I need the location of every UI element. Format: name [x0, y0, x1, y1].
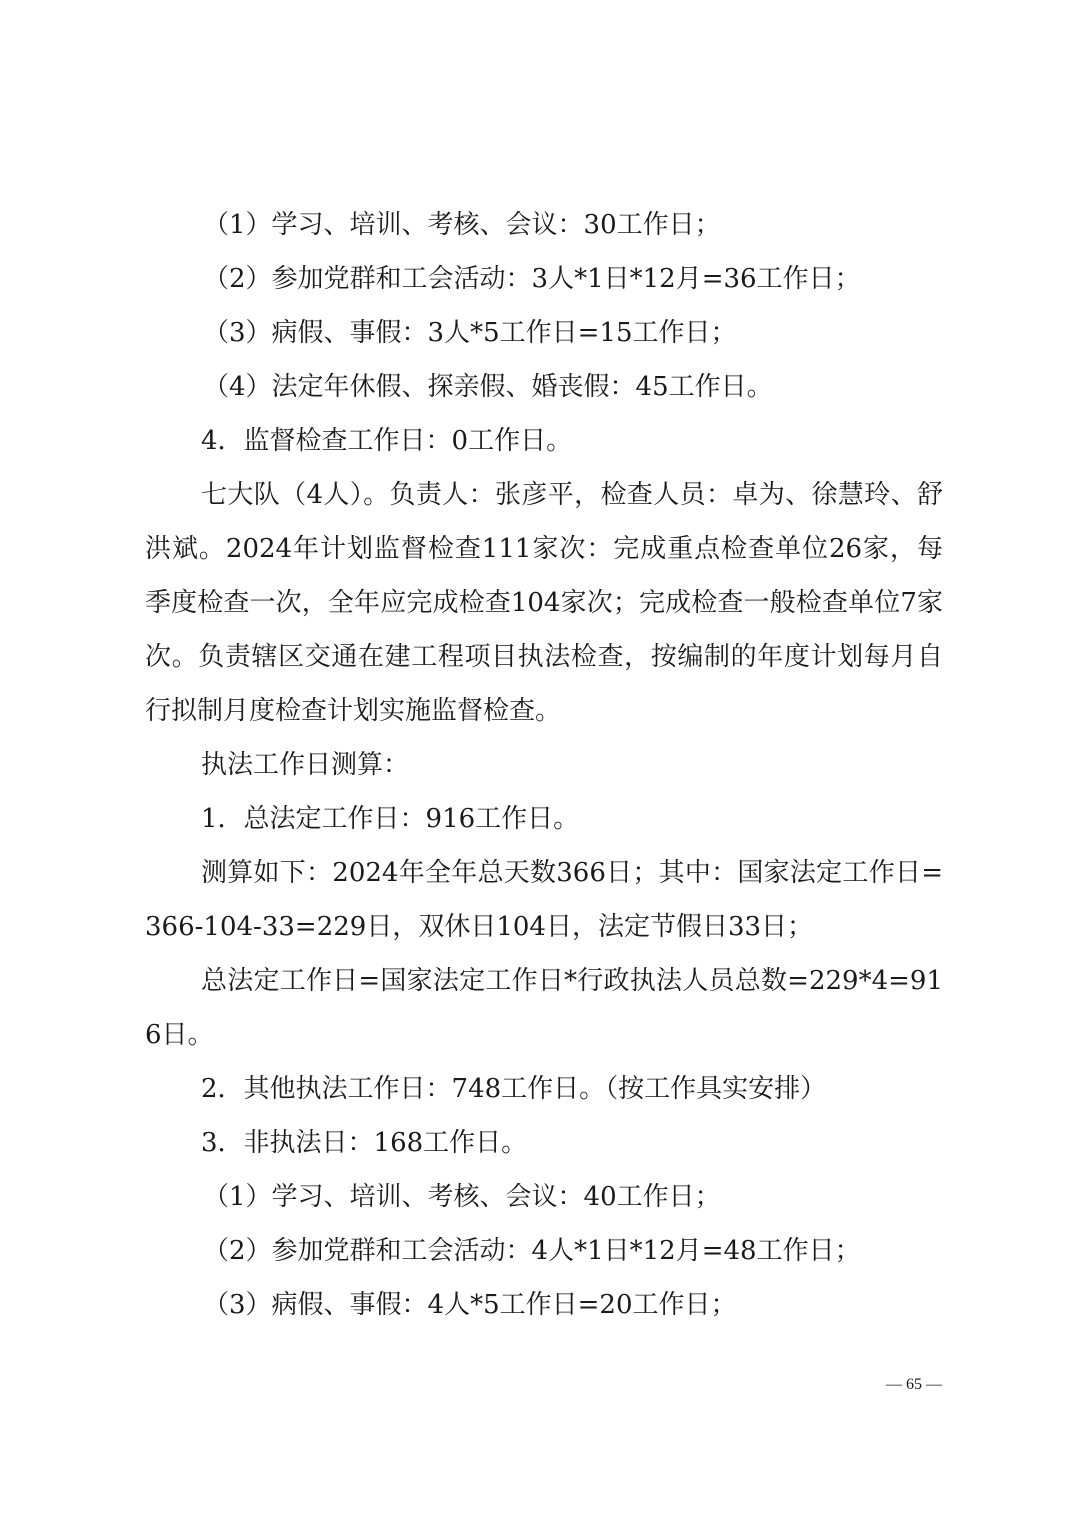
paragraph-calc-details: 测算如下：2024年全年总天数366日；其中：国家法定工作日=366-104-33=229日，双休日104日，法定节假日33日； — [145, 858, 943, 942]
paragraph-item-2-party-activities: （2）参加党群和工会活动：3人*1日*12月=36工作日； — [203, 264, 861, 294]
paragraph-item-2b-party-activities: （2）参加党群和工会活动：4人*1日*12月=48工作日； — [203, 1236, 861, 1266]
paragraph-total-statutory-workdays: 1．总法定工作日：916工作日。 — [201, 804, 580, 834]
paragraph-seventh-brigade: 七大队（4人）。负责人：张彦平，检查人员：卓为、徐慧玲、舒洪斌。2024年计划监督检查111家次：完成重点检查单位26家，每季度检查一次，全年应完成检查104家次；完成检查一般检查单位7家次。负责辖区交通在建工程项目执法检查，按编制的年度计划每月自行拟制月度检查计划实施监督检查。 — [145, 480, 943, 726]
document-body — [145, 198, 943, 1332]
paragraph-item-4-statutory-leave: （4）法定年休假、探亲假、婚丧假：45工作日。 — [203, 372, 773, 402]
paragraph-item-1b-study-training: （1）学习、培训、考核、会议：40工作日； — [203, 1182, 721, 1212]
paragraph-other-enforcement-workdays: 2．其他执法工作日：748工作日。（按工作具实安排） — [201, 1074, 827, 1104]
paragraph-non-enforcement-days: 3．非执法日：168工作日。 — [201, 1128, 528, 1158]
paragraph-item-1-study-training: （1）学习、培训、考核、会议：30工作日； — [203, 210, 721, 240]
page-number: — 65 — — [886, 1376, 942, 1393]
paragraph-supervision-workdays: 4．监督检查工作日：0工作日。 — [201, 426, 573, 456]
paragraph-item-3b-sick-leave: （3）病假、事假：4人*5工作日=20工作日； — [203, 1290, 737, 1320]
paragraph-item-3-sick-leave: （3）病假、事假：3人*5工作日=15工作日； — [203, 318, 737, 348]
paragraph-enforcement-calc-heading: 执法工作日测算： — [201, 750, 410, 780]
paragraph-total-formula: 总法定工作日=国家法定工作日*行政执法人员总数=229*4=916日。 — [145, 966, 943, 1050]
